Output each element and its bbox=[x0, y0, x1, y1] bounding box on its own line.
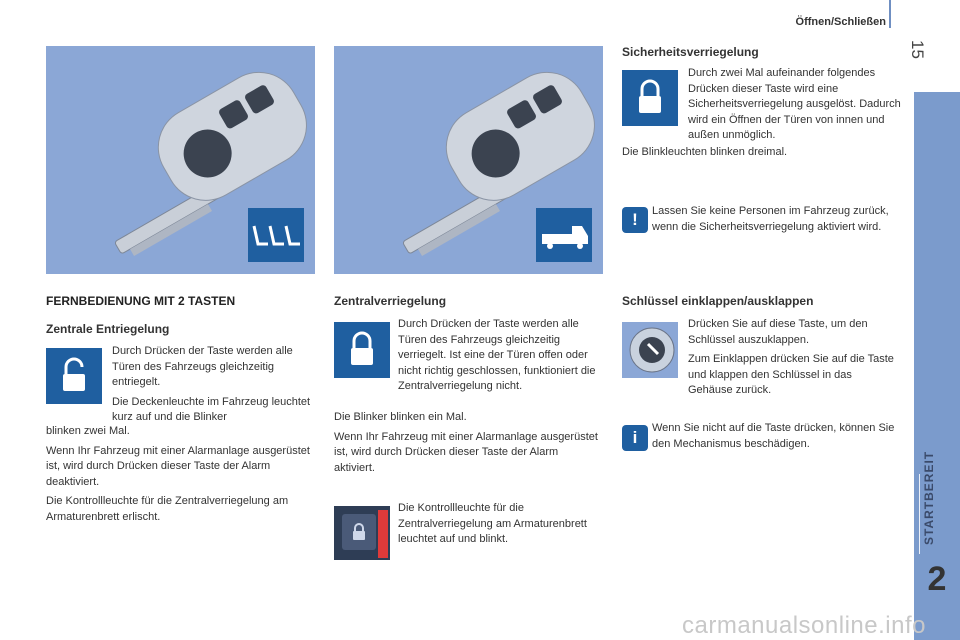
seats-badge bbox=[248, 208, 304, 262]
subtitle-deadlock: Sicherheitsverriegelung bbox=[622, 45, 759, 59]
fold-button-photo bbox=[622, 322, 678, 378]
unlock-para-4: Die Kontrollleuchte für die Zentralverriegelung am Armaturenbrett erlischt. bbox=[46, 495, 289, 523]
indicator-red-strip bbox=[378, 510, 388, 558]
fold-info: Wenn Sie nicht auf die Taste drücken, können Sie den Mechanismus beschädigen. bbox=[652, 422, 895, 450]
dashboard-indicator-image bbox=[334, 506, 390, 560]
unlock-para-2a: Die Deckenleuchte im Fahrzeug leuchtet kurz auf und die Blinker bbox=[112, 395, 311, 423]
unlock-para-3: Wenn Ihr Fahrzeug mit einer Alarmanlage ausgerüstet ist, wird durch Drücken dieser Taste der Alarm deaktiviert. bbox=[46, 444, 310, 488]
header-divider bbox=[889, 0, 891, 28]
section-title: FERNBEDIENUNG MIT 2 TASTEN bbox=[46, 294, 236, 308]
lock-para-1: Durch Drücken der Taste werden alle Türen des Fahrzeugs gleichzeitig verriegelt. Ist eine der Türen offen oder nicht richtig geschlossen, funktioniert die Zentralverriegelung nicht. bbox=[398, 318, 596, 392]
subtitle-key-fold: Schlüssel einklappen/ausklappen bbox=[622, 294, 814, 308]
lock-indicator-icon bbox=[349, 522, 369, 542]
sidebar-label: STARTBEREIT bbox=[922, 450, 936, 545]
warning-icon: ! bbox=[622, 207, 648, 233]
lock-para-4: Die Kontrollleuchte für die Zentralverriegelung am Armaturenbrett leuchtet auf und blinkt. bbox=[398, 502, 587, 545]
seats-icon bbox=[248, 208, 304, 262]
deadlock-para-1: Durch zwei Mal aufeinander folgendes Drücken dieser Taste wird eine Sicherheitsverriegelung ausgelöst. Dadurch wird ein Öffnen der Türen von innen und außen unmöglich. bbox=[688, 67, 901, 141]
chapter-number: 2 bbox=[927, 560, 947, 598]
deadlock-warning: Lassen Sie keine Personen im Fahrzeug zurück, wenn die Sicherheitsverriegelung aktiviert wird. bbox=[652, 205, 889, 233]
sidebar-divider bbox=[919, 474, 920, 554]
fold-para-1: Drücken Sie auf diese Taste, um den Schlüssel auszuklappen. bbox=[688, 318, 868, 346]
fold-button-icon bbox=[622, 322, 678, 378]
lock-para-2: Die Blinker blinken ein Mal. bbox=[334, 411, 467, 423]
unlock-para-2b: blinken zwei Mal. bbox=[46, 425, 130, 437]
unlock-para-1: Durch Drücken der Taste werden alle Türen des Fahrzeugs gleichzeitig entriegelt. bbox=[112, 345, 293, 388]
deadlock-para-2: Die Blinkleuchten blinken dreimal. bbox=[622, 146, 788, 158]
subtitle-central-lock: Zentralverriegelung bbox=[334, 294, 447, 308]
unlock-icon bbox=[46, 348, 102, 404]
deadlock-icon bbox=[622, 70, 678, 126]
page-header-title: Öffnen/Schließen bbox=[795, 16, 886, 28]
subtitle-central-unlock: Zentrale Entriegelung bbox=[46, 322, 170, 336]
chapter-sidebar bbox=[914, 92, 960, 640]
van-icon bbox=[536, 208, 592, 262]
key-photo-unlock bbox=[46, 46, 315, 274]
lock-icon bbox=[334, 322, 390, 378]
fold-para-2: Zum Einklappen drücken Sie auf die Taste und klappen den Schlüssel in das Gehäuse zurück. bbox=[688, 353, 894, 396]
watermark: carmanualsonline.info bbox=[682, 612, 926, 639]
key-photo-lock bbox=[334, 46, 603, 274]
info-icon: i bbox=[622, 425, 648, 451]
van-badge bbox=[536, 208, 592, 262]
lock-para-3: Wenn Ihr Fahrzeug mit einer Alarmanlage ausgerüstet ist, wird durch Drücken dieser Taste der Alarm aktiviert. bbox=[334, 430, 598, 474]
page-number: 15 bbox=[908, 40, 927, 59]
